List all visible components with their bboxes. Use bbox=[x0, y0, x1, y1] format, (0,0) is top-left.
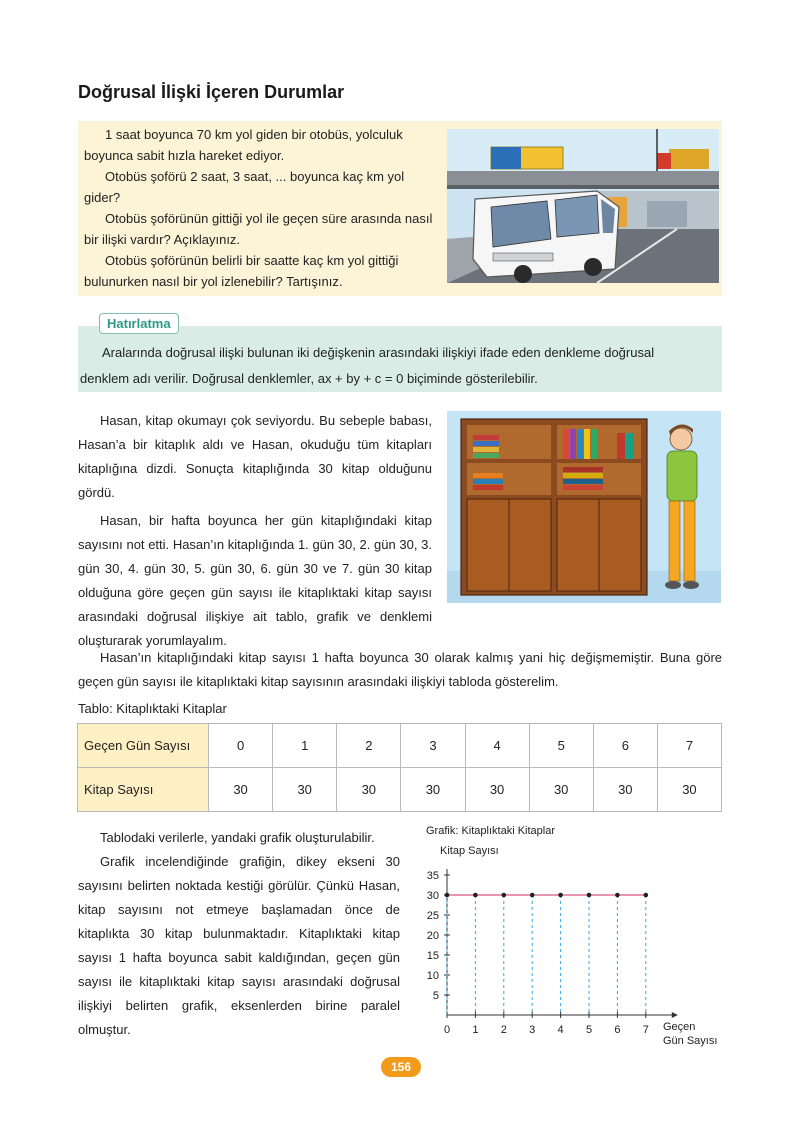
bus bbox=[473, 191, 619, 283]
table-cell: 30 bbox=[593, 768, 657, 812]
bus-highway-illustration bbox=[447, 129, 719, 283]
intro-paragraph: Otobüs şoförünün belirli bir saatte kaç km yol gittiği bulunurken nasıl bir yol izlenebilir? Tartışınız. bbox=[84, 253, 399, 289]
x-tick-label: 6 bbox=[614, 1024, 621, 1036]
x-tick-label: 3 bbox=[529, 1024, 536, 1036]
y-tick-label: 20 bbox=[426, 930, 439, 942]
table-cell: 2 bbox=[337, 724, 401, 768]
table-cell: 30 bbox=[465, 768, 529, 812]
bookshelf-illustration bbox=[447, 411, 721, 603]
reminder-line: denklem adı verilir. Doğrusal denklemler, ax + by + c = 0 biçiminde gösterilebilir. bbox=[80, 371, 538, 386]
x-tick-label: 7 bbox=[642, 1024, 649, 1036]
table-cell: 3 bbox=[401, 724, 465, 768]
data-table bbox=[77, 723, 722, 812]
data-point bbox=[502, 893, 507, 898]
line-chart bbox=[420, 820, 730, 1052]
story-paragraph: Hasan’ın kitaplığındaki kitap sayısı 1 hafta boyunca 30 olarak kalmış yani hiç değişmemiştir. Buna göre geçen gün sayısı ile kitaplıktaki kitap sayısının arasındaki ilişkiyi tabloda gösterelim. bbox=[78, 650, 722, 689]
x-tick-label: 1 bbox=[472, 1024, 479, 1036]
data-point bbox=[587, 893, 592, 898]
x-tick-label: 0 bbox=[443, 1024, 451, 1036]
x-axis-label: Gün Sayısı bbox=[663, 1035, 718, 1047]
table-cell: 6 bbox=[593, 724, 657, 768]
table-cell: 1 bbox=[273, 724, 337, 768]
table-cell: 30 bbox=[529, 768, 593, 812]
analysis-text bbox=[78, 826, 400, 1042]
table-cell: 30 bbox=[337, 768, 401, 812]
table-cell: 7 bbox=[657, 724, 721, 768]
data-point bbox=[445, 893, 450, 898]
chart-title: Grafik: Kitaplıktaki Kitaplar bbox=[426, 825, 555, 837]
reminder-text bbox=[80, 340, 720, 392]
table-cell: 30 bbox=[401, 768, 465, 812]
row-header: Kitap Sayısı bbox=[78, 768, 209, 812]
intro-paragraph: Otobüs şoförü 2 saat, 3 saat, ... boyunca kaç km yol gider? bbox=[84, 169, 405, 205]
page-number: 156 bbox=[381, 1057, 421, 1077]
y-axis-label: Kitap Sayısı bbox=[440, 845, 499, 857]
y-tick-label: 35 bbox=[426, 870, 439, 882]
table-cell: 30 bbox=[657, 768, 721, 812]
y-tick-label: 25 bbox=[426, 910, 439, 922]
data-point bbox=[473, 893, 478, 898]
table-row bbox=[78, 768, 722, 812]
row-header: Geçen Gün Sayısı bbox=[78, 724, 209, 768]
story-text bbox=[78, 409, 432, 653]
table-cell: 0 bbox=[209, 724, 273, 768]
analysis-paragraph: Tablodaki verilerle, yandaki grafik oluşturulabilir. bbox=[100, 830, 375, 845]
x-tick-label: 4 bbox=[557, 1024, 564, 1036]
data-point bbox=[558, 893, 563, 898]
reminder-tab: Hatırlatma bbox=[99, 313, 179, 334]
table-cell: 5 bbox=[529, 724, 593, 768]
intro-text bbox=[84, 124, 440, 292]
table-row bbox=[78, 724, 722, 768]
data-point bbox=[644, 893, 649, 898]
page-title: Doğrusal İlişki İçeren Durumlar bbox=[78, 82, 345, 102]
story-text-full bbox=[78, 646, 722, 694]
story-paragraph: Hasan, bir hafta boyunca her gün kitaplığındaki kitap sayısını not etti. Hasan’ın kitaplığında 1. gün 30, 2. gün 30, 3. gün 30, 4. gün 30, 5. gün 30, 6. gün 30 ve 7. gün 30 kitap olduğuna göre geçen gün sayısı ile kitaplıktaki kitap sayısı arasındaki doğrusal ilişkiye ait tablo, grafik ve denklemi oluşturarak yorumlayalım. bbox=[78, 513, 432, 648]
analysis-paragraph: Grafik incelendiğinde grafiğin, dikey ekseni 30 sayısını belirten noktada kestiği görülür. Çünkü Hasan, kitap sayısını not etmeye başlamadan önce de kitaplıkta 30 kitap bulunmaktadır. Kitaplıktaki kitap sayısı 1 hafta boyunca sabit kaldığından, geçen gün sayısı ile kitaplıktaki kitap sayısı arasındaki doğrusal ilişkiyi belirten grafik, eksenlerden birine paralel olmuştur. bbox=[78, 854, 400, 1037]
y-tick-label: 5 bbox=[432, 990, 439, 1002]
table-cell: 4 bbox=[465, 724, 529, 768]
data-point bbox=[530, 893, 535, 898]
y-tick-label: 30 bbox=[426, 890, 439, 902]
data-point bbox=[615, 893, 620, 898]
x-axis-arrow bbox=[672, 1012, 678, 1018]
y-tick-label: 10 bbox=[426, 970, 439, 982]
intro-paragraph: Otobüs şoförünün gittiği yol ile geçen süre arasında nasıl bir ilişki vardır? Açıklayınız. bbox=[84, 211, 433, 247]
x-tick-label: 2 bbox=[500, 1024, 507, 1036]
x-axis-label: Geçen bbox=[663, 1021, 696, 1033]
reminder-line: Aralarında doğrusal ilişki bulunan iki değişkenin arasındaki ilişkiyi ifade eden denkleme doğrusal bbox=[102, 345, 655, 360]
intro-paragraph: 1 saat boyunca 70 km yol giden bir otobüs, yolculuk boyunca sabit hızla hareket ediyor. bbox=[84, 127, 403, 163]
table-cell: 30 bbox=[273, 768, 337, 812]
table-caption: Tablo: Kitaplıktaki Kitaplar bbox=[78, 701, 227, 716]
x-tick-label: 5 bbox=[585, 1024, 593, 1036]
y-tick-label: 15 bbox=[426, 950, 439, 962]
story-paragraph: Hasan, kitap okumayı çok seviyordu. Bu sebeple babası, Hasan’a bir kitaplık aldı ve Hasan, okuduğu tüm kitapları kitaplığına dizdi. Sonuçta kitaplığında 30 kitap olduğunu gördü. bbox=[78, 413, 432, 500]
table-cell: 30 bbox=[209, 768, 273, 812]
